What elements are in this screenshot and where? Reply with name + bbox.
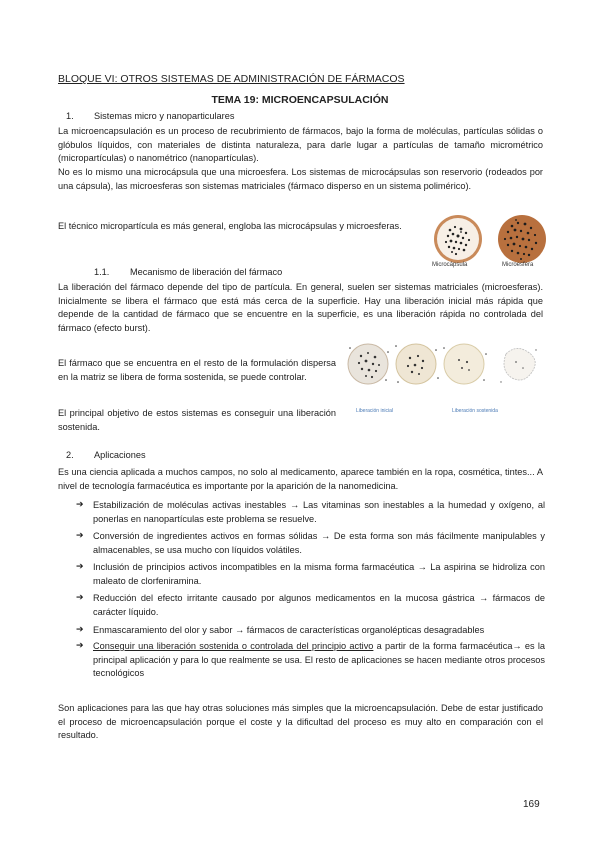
list-arrow-icon: ➔ <box>76 592 84 602</box>
application-item-2: Conversión de ingredientes activos en formas sólidas → De esta forma son más fácilmente manipulables y almacenables, se usa mucho con líquidos volátiles. <box>93 531 545 555</box>
section-1-1-paragraph-1: La liberación del fármaco depende del tipo de partícula. En general, suelen ser sistemas matriciales (microesferas). Inicialmente se libera el fármaco que está más cerca de la superficie. Hay una liberación inicial más rápida que depende de la cantidad de fármaco que se encuentre en la superficie, es una liberación rápida no controlada del fármaco (efecto burst). <box>58 282 543 333</box>
section-1-1-title: Mecanismo de liberación del fármaco <box>130 267 283 277</box>
section-1-paragraph-2: No es lo mismo una microcápsula que una microesfera. Los sistemas de microcápsulas son reservorio (rodeados por una cápsula), las microesferas son sistemas matriciales (fármaco disperso en un sistema polimérico). <box>58 167 543 191</box>
block-heading: BLOQUE VI: OTROS SISTEMAS DE ADMINISTRACIÓN DE FÁRMACOS <box>58 73 405 85</box>
list-arrow-icon: ➔ <box>76 640 84 650</box>
list-arrow-icon: ➔ <box>76 499 84 509</box>
section-2-intro: Es una ciencia aplicada a muchos campos, no solo al medicamento, aparece también en la ropa, cosmética, tintes... A nivel de tecnología farmacéutica es importante por la aparición de la nanomedicina. <box>58 467 543 491</box>
application-item-3: Inclusión de principios activos incompatibles en la misma forma farmacéutica → La aspirina se hidroliza con maleato de clorfeniramina. <box>93 562 545 586</box>
release-stage-4 <box>500 348 536 382</box>
application-item-1: Estabilización de moléculas activas inestables → Las vitaminas son inestables a la humedad y oxígeno, al ponerlas en nanopartículas este problema se resuelve. <box>93 500 545 524</box>
section-2-conclusion: Son aplicaciones para las que hay otras soluciones más simples que la microencapsulación. Debe de estar justificado el proceso de microencapsulación porque el coste y la dificultad del proceso es muy alto en comparación con el resultado. <box>58 703 543 740</box>
section-1-title: Sistemas micro y nanoparticulares <box>94 111 235 121</box>
section-1-paragraph-3: El técnico micropartícula es más general, engloba las microcápsulas y microesferas. <box>58 221 402 231</box>
section-1-paragraph-1: La microencapsulación es un proceso de recubrimiento de fármacos, bajo la forma de moléculas, partículas sólidas o glóbulos líquidos, con materiales de distinta naturaleza, para darle lugar a partículas de tamaño micrométrico (micropartículas) o nanométrico (nanopartículas). <box>58 126 543 163</box>
release-stage-2 <box>395 344 439 384</box>
release-stage-1 <box>348 344 389 384</box>
microcapsule-drawing <box>434 215 482 263</box>
section-1-number: 1. <box>66 111 74 121</box>
application-item-6 <box>93 640 545 681</box>
application-item-5: Enmascaramiento del olor y sabor → fármacos de características organolépticas desagradables <box>93 625 485 635</box>
list-arrow-icon: ➔ <box>76 624 84 634</box>
section-2-title: Aplicaciones <box>94 450 146 460</box>
microsphere-drawing <box>498 215 546 263</box>
section-1-1-paragraph-3: El principal objetivo de estos sistemas es conseguir una liberación sostenida. <box>58 408 336 432</box>
application-item-4: Reducción del efecto irritante causado por algunos medicamentos en la mucosa gástrica → fármacos de carácter líquido. <box>93 593 545 617</box>
microcapsule-label: Microcápsula <box>432 262 468 268</box>
list-arrow-icon: ➔ <box>76 561 84 571</box>
microsphere-label: Microesfera <box>502 262 534 268</box>
application-item-6-underlined: Conseguir una liberación sostenida o controlada del principio activo <box>93 641 374 651</box>
release-caption-left: Liberación inicial <box>356 408 393 414</box>
drug-release-figure <box>346 338 548 410</box>
list-arrow-icon: ➔ <box>76 530 84 540</box>
application-item-6-rest: a partir de la forma farmacéutica→ es la principal aplicación y para lo que realmente se usa. El resto de aplicaciones se hacen mediante otros procesos tecnológicos <box>93 641 545 678</box>
release-caption-right: Liberación sostenida <box>452 408 498 414</box>
page-number: 169 <box>523 799 540 810</box>
section-1-1-number: 1.1. <box>94 267 110 277</box>
section-1-1-paragraph-2: El fármaco que se encuentra en el resto de la formulación dispersa en la matriz se libera de forma sostenida, se puede controlar. <box>58 358 336 382</box>
release-stage-3 <box>443 344 487 384</box>
topic-title: TEMA 19: MICROENCAPSULACIÓN <box>211 94 389 106</box>
section-2-number: 2. <box>66 450 74 460</box>
